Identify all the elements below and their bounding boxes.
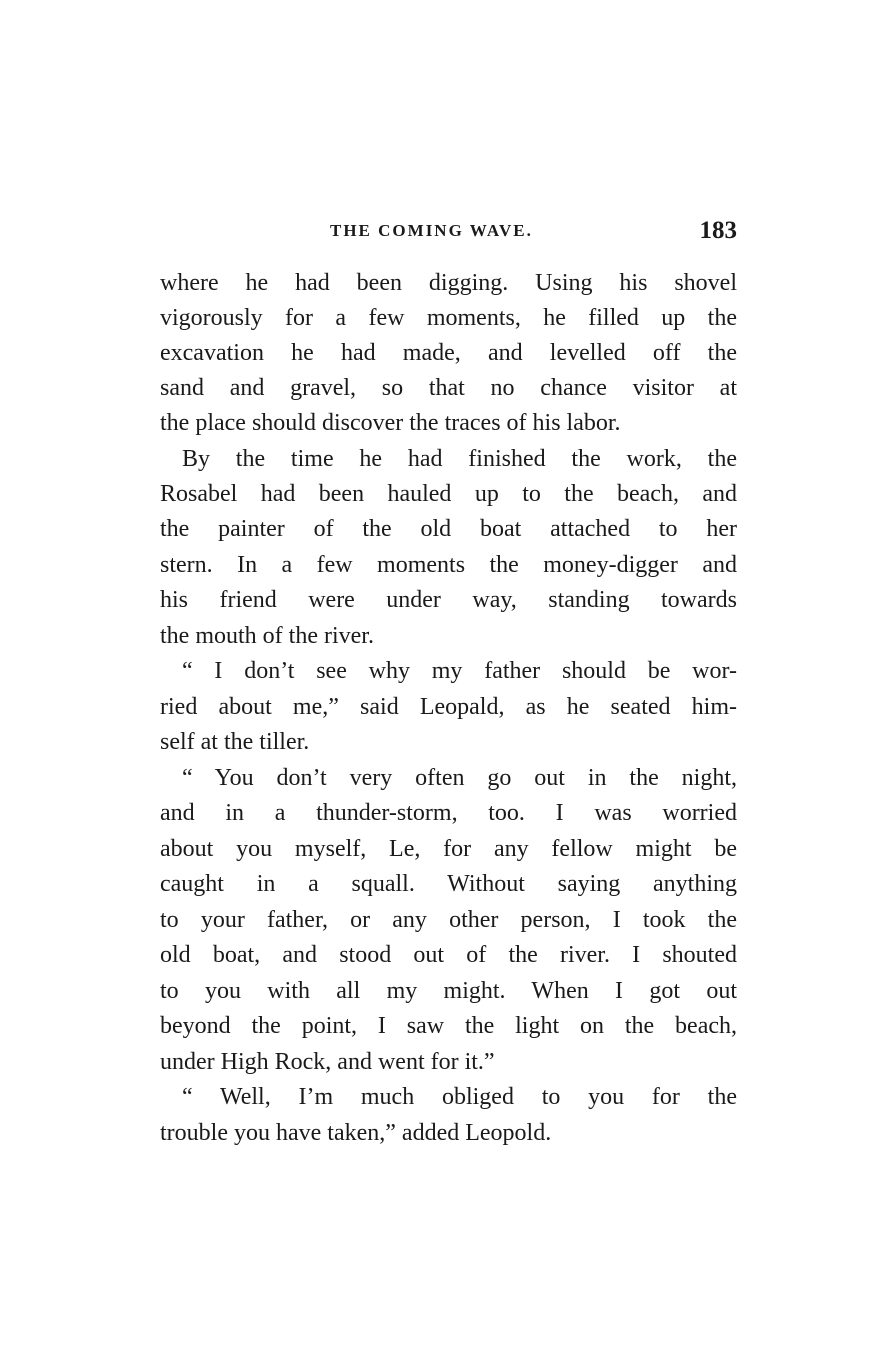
text-line: under High Rock, and went for it.” [160,1049,495,1075]
text-line: “ I don’t see why my father should be wor- [182,658,737,684]
text-line: excavation he had made, and levelled off the [160,340,737,366]
page-number: 183 [699,217,737,244]
text-line: and in a thunder-storm, too. I was worried [160,800,737,826]
text-line: self at the tiller. [160,729,310,755]
text-line: to you with all my might. When I got out [160,978,737,1004]
running-head [160,217,737,247]
text-line: By the time he had finished the work, the [182,446,737,472]
text-line: where he had been digging. Using his shovel [160,270,737,296]
text-line: trouble you have taken,” added Leopold. [160,1120,552,1146]
text-line: sand and gravel, so that no chance visitor at [160,375,737,401]
text-line: vigorously for a few moments, he filled up the [160,305,737,331]
running-title: THE COMING WAVE. [330,221,533,240]
text-line: the painter of the old boat attached to her [160,516,737,542]
text-line: “ You don’t very often go out in the night, [182,765,737,791]
text-line: beyond the point, I saw the light on the beach, [160,1013,737,1039]
text-line: the mouth of the river. [160,623,374,649]
text-line: the place should discover the traces of his labor. [160,410,621,436]
text-line: stern. In a few moments the money-digger and [160,552,737,578]
text-line: ried about me,” said Leopald, as he seated him- [160,694,737,720]
text-line: his friend were under way, standing towards [160,587,737,613]
text-line: Rosabel had been hauled up to the beach, and [160,481,737,507]
text-line: about you myself, Le, for any fellow might be [160,836,737,862]
text-line: “ Well, I’m much obliged to you for the [182,1084,737,1110]
text-line: to your father, or any other person, I took the [160,907,737,933]
text-line: caught in a squall. Without saying anything [160,871,737,897]
text-line: old boat, and stood out of the river. I shouted [160,942,737,968]
